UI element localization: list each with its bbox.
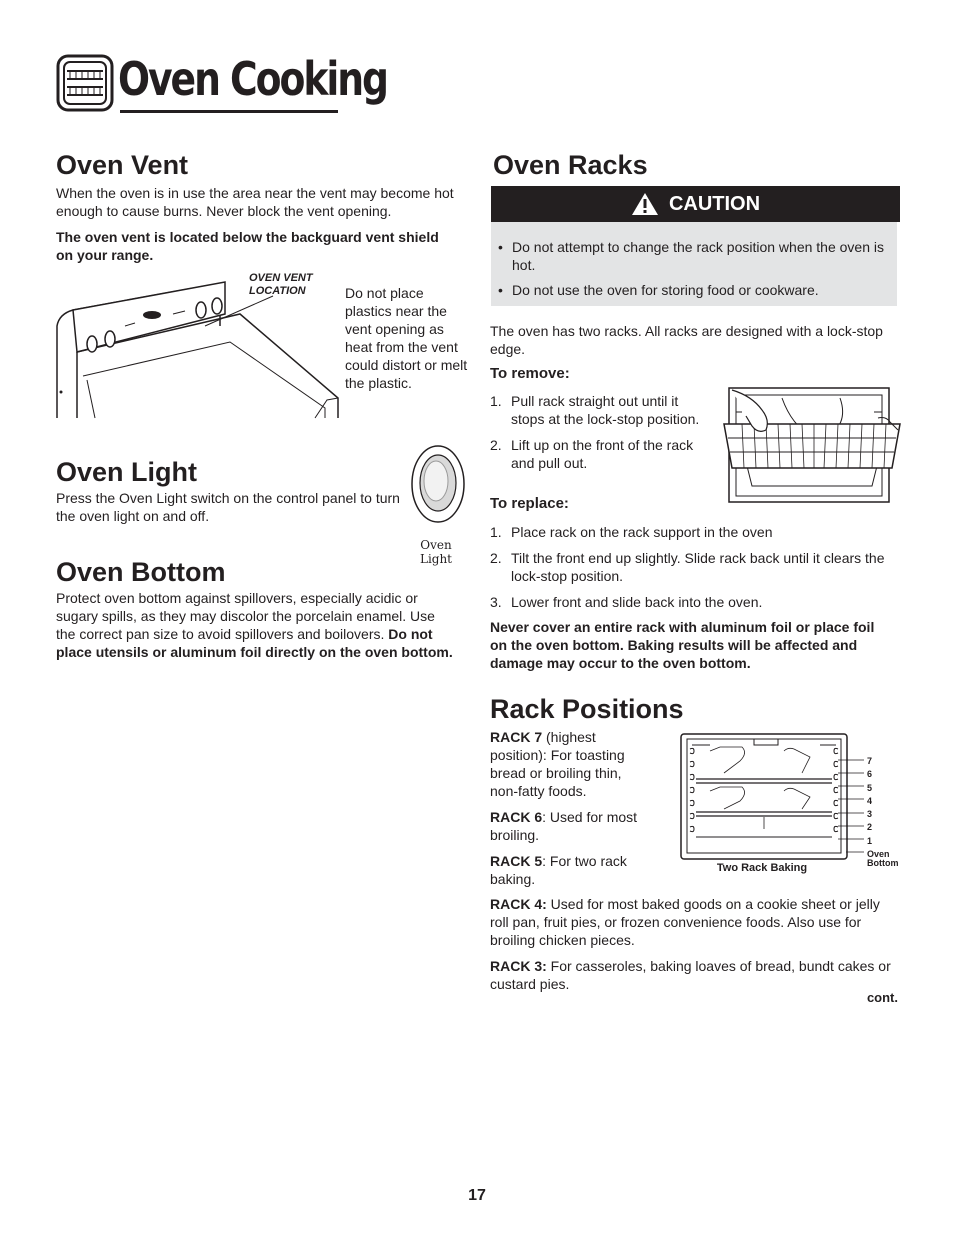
step-number: 1. [490,524,502,540]
rack-7-label: RACK 7 [490,729,543,745]
rack-position-label: 2 [867,822,873,833]
rack-4-text: Used for most baked goods on a cookie sheet or jelly roll pan, fruit pies, or frozen convenience foods. Also use for broiling chicken pieces. [490,896,880,948]
caution-label: CAUTION [668,192,761,215]
oven-icon [56,54,114,112]
rack-6-label: RACK 6 [490,809,543,825]
rack-leader-lines [846,758,866,858]
caution-list [498,238,893,306]
rack-positions-diagram [680,733,848,860]
step-text: Place rack on the rack support in the oven [511,524,773,540]
title-underline [120,110,338,113]
rack-4-label: RACK 4: [490,896,547,912]
rack-5-text: : For two rack baking. [490,853,627,887]
step-text: Tilt the front end up slightly. Slide rack back until it clears the lock-stop position. [511,550,885,584]
remove-step [490,392,705,428]
caution-item: • Do not use the oven for storing food or cookware. [498,281,893,299]
rack-3-description [490,957,898,993]
replace-step [490,549,895,585]
two-rack-baking-caption: Two Rack Baking [716,862,808,874]
page-number: 17 [468,1187,486,1204]
rack-position-label: 7 [867,756,873,766]
rack-4-description [490,895,898,949]
step-text: Lift up on the front of the rack and pull out. [511,437,694,471]
rack-3-label: RACK 3: [490,958,547,974]
step-number: 2. [490,437,502,453]
replace-steps [490,523,895,619]
rack-3-text: For casseroles, baking loaves of bread, bundt cakes or custard pies. [490,958,891,992]
oven-bottom-text [56,589,458,661]
rack-removal-illustration [722,386,904,504]
page-title: Oven Cooking [118,52,388,106]
oven-bottom-text-bold: Do not place utensils or aluminum foil directly on the oven bottom. [56,626,453,660]
oven-vent-location-note: The oven vent is located below the backguard vent shield on your range. [56,229,439,263]
rack-6-description [490,808,660,844]
rack-position-label: 6 [867,769,873,780]
oven-light-text: Press the Oven Light switch on the control panel to turn the oven light on and off. [56,490,400,524]
oven-vent-intro: When the oven is in use the area near the vent may become hot enough to cause burns. Never block the vent opening. [56,185,454,219]
oven-light-heading: Oven Light [56,457,197,487]
foil-warning: Never cover an entire rack with aluminum foil or place foil on the oven bottom. Baking results will be affected and damage may occur to the oven bottom. [490,619,875,671]
oven-light-switch-label [412,538,460,566]
rack-6-text: : Used for most broiling. [490,809,638,843]
rack-position-label: 5 [867,782,873,793]
oven-bottom-text-regular: Protect oven bottom against spillovers, especially acidic or sugary spills, as they may discolor the porcelain enamel. Use the correct pan size to avoid spillovers and boilovers. [56,590,435,642]
rack-7-description [490,728,650,800]
to-replace-heading: To replace: [490,495,569,512]
oven-light-switch-icon [410,444,466,524]
remove-step [490,436,705,472]
replace-step [490,523,895,541]
remove-steps [490,392,705,480]
oven-bottom-heading: Oven Bottom [56,557,226,587]
to-remove-heading: To remove: [490,365,570,382]
rack-position-label: 1 [867,835,873,846]
caution-banner [491,186,900,222]
oven-light-switch-label-line-2: Light [419,552,453,566]
rack-5-label: RACK 5 [490,853,543,869]
oven-light-switch-label-line-1: Oven [420,538,452,552]
rack-position-label: 3 [867,809,873,820]
step-number: 1. [490,393,502,409]
oven-racks-intro: The oven has two racks. All racks are designed with a lock-stop edge. [490,323,883,357]
oven-bottom-label-line-2: Bottom [867,858,899,869]
warning-triangle-icon [631,192,659,216]
oven-vent-side-note: Do not place plastics near the vent opening as heat from the vent could distort or melt the plastic. [345,285,468,391]
step-text: Lower front and slide back into the oven. [511,594,763,610]
step-number: 3. [490,594,502,610]
step-text: Pull rack straight out until it stops at the lock-stop position. [511,393,700,427]
rack-positions-heading: Rack Positions [490,694,684,724]
caution-item: • Do not attempt to change the rack position when the oven is hot. [498,238,893,274]
rack-5-description [490,852,650,888]
oven-vent-location-label: OVEN VENT LOCATION [249,272,313,297]
continued-note: cont. [866,990,898,1005]
rack-position-label: 4 [867,795,873,806]
oven-vent-heading: Oven Vent [56,150,189,180]
oven-bottom-label-line-1: Oven [867,849,890,860]
rack-position-labels [867,755,907,868]
oven-racks-heading: Oven Racks [493,150,648,180]
oven-bottom-label [867,850,907,868]
step-number: 2. [490,550,502,566]
rack-7-text: (highest position): For toasting bread or broiling thin, non-fatty foods. [490,729,625,799]
replace-step [490,593,895,611]
